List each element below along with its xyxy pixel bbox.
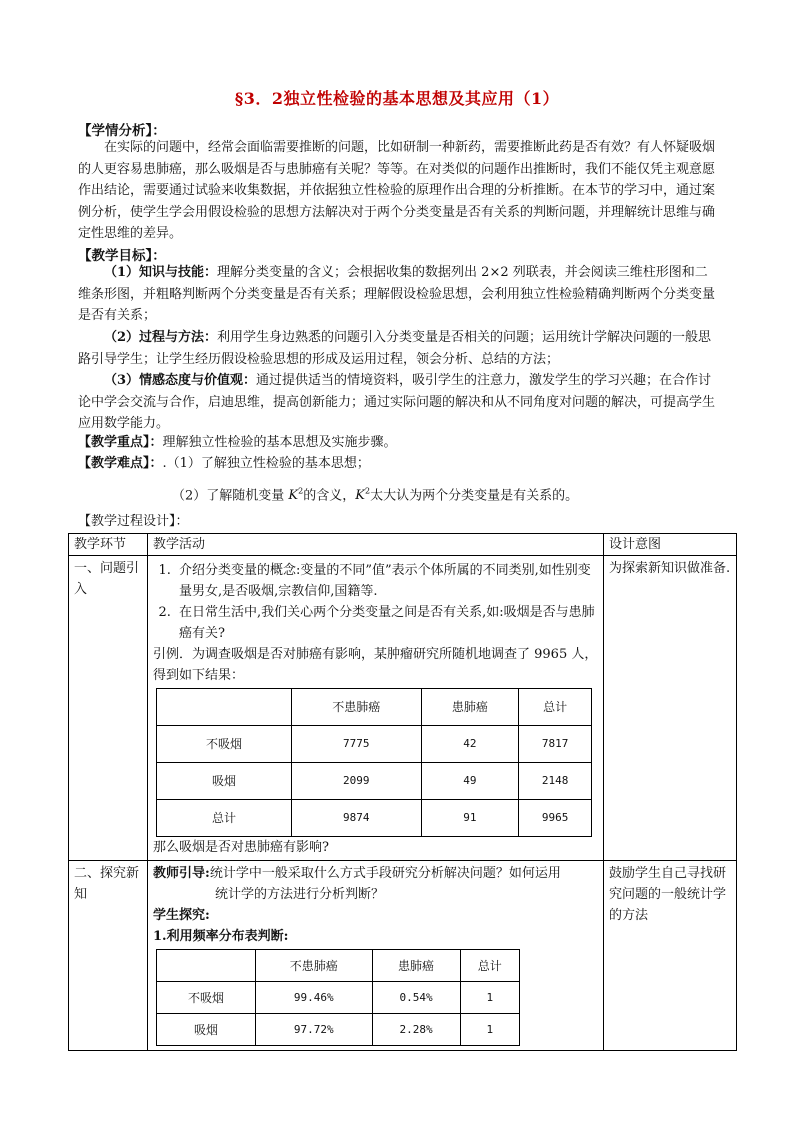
page-title: §3．2独立性检验的基本思想及其应用（1） <box>234 89 560 108</box>
table-cell: 49 <box>421 763 519 800</box>
activity-1-list <box>153 560 598 644</box>
k-squared-2 <box>355 488 370 503</box>
key-point-label: 【教学重点】： <box>78 435 163 450</box>
table-cell: 2099 <box>292 763 422 800</box>
difficulty-text-1: .（1）了解独立性检验的基本思想； <box>162 456 370 471</box>
table-cell: 1 <box>460 1014 519 1046</box>
objective-process-text: 利用学生身边熟悉的问题引入分类变量是否相关的问题；运用统计学解决问题的一般思路引导学生；让学生经历假设检验思想的形成及运用过程，领会分析、总结的方法； <box>78 330 712 367</box>
table-cell: 总计 <box>157 800 292 837</box>
table-cell: 2.28% <box>372 1014 460 1046</box>
table-cell <box>157 950 256 982</box>
learning-analysis-text: 在实际的问题中，经常会面临需要推断的问题，比如研制一种新药，需要推断此药是否有效？有人怀疑吸烟的人更容易患肺癌，那么吸烟是否与患肺癌有关呢？等等。在对类似的问题作出推断时，我们不能仅凭主观意愿作出结论，需要通过试验来收集数据，并依据独立性检验的原理作出合理的分析推断。在本节的学习中，通过案例分析，使学生学会用假设检验的思想方法解决对于两个分类变量是否有关系的判断问题，并理解统计思维与确定性思维的差异。 <box>78 140 716 242</box>
header-intent: 设计意图 <box>604 534 737 556</box>
objective-knowledge-text: 理解分类变量的含义；会根据收集的数据列出 2×2 列联表，并会阅读三维柱形图和二维条形图，并粗略判断两个分类变量是否有关系；理解假设检验思想，会利用独立性检验精确判断两个分类变量是否有关系； <box>78 265 716 324</box>
frequency-method-label: 1.利用频率分布表判断: <box>153 929 289 944</box>
teacher-guide <box>153 863 598 884</box>
table-cell: 不患肺癌 <box>292 689 422 726</box>
stage-2: 二、探究新知 <box>69 861 148 1051</box>
list-item: 1. 介绍分类变量的概念:变量的不同”值”表示个体所属的不同类别,如性别变量男女,是否吸烟,宗教信仰,国籍等. <box>175 560 598 602</box>
difficulty-text-2c: 太大认为两个分类变量是有关系的。 <box>370 488 579 504</box>
table-row <box>157 726 592 763</box>
table-cell: 0.54% <box>372 982 460 1014</box>
contingency-table <box>156 688 592 837</box>
table-row <box>157 800 592 837</box>
question-text: 那么吸烟是否对患肺癌有影响? <box>153 840 329 855</box>
objective-knowledge <box>78 262 718 327</box>
teacher-guide-text-1: 统计学中一般采取什么方式手段研究分析解决问题？如何运用 <box>209 866 561 881</box>
table-cell <box>157 689 292 726</box>
k-exponent: 2 <box>364 487 371 496</box>
difficulty-text-2a: （2）了解随机变量 <box>172 488 285 504</box>
k-exponent: 2 <box>298 487 304 496</box>
intent-2: 鼓励学生自己寻找研究问题的一般统计学的方法 <box>604 861 737 1051</box>
activity-2 <box>148 861 604 1051</box>
k-squared-1 <box>288 488 303 503</box>
table-cell: 吸烟 <box>157 1014 256 1046</box>
k-letter: K <box>288 488 299 504</box>
table-cell: 总计 <box>460 950 519 982</box>
table-row <box>157 1014 520 1046</box>
table-cell: 7775 <box>292 726 422 763</box>
objective-knowledge-label: （1）知识与技能： <box>104 265 218 280</box>
table-row <box>157 763 592 800</box>
k-letter: K <box>355 488 365 504</box>
table-cell: 99.46% <box>256 982 373 1014</box>
difficulty-label: 【教学难点】： <box>78 456 163 471</box>
process-heading: 【教学过程设计】： <box>78 514 189 529</box>
section-heading-objectives: 【教学目标】： <box>78 248 166 264</box>
table-cell: 不患肺癌 <box>256 950 373 982</box>
table-row <box>157 982 520 1014</box>
activity-1 <box>148 556 604 861</box>
student-explore-label: 学生探究: <box>153 908 210 923</box>
table-cell: 1 <box>460 982 519 1014</box>
table-cell: 7817 <box>519 726 592 763</box>
table-cell: 2148 <box>519 763 592 800</box>
table-cell: 吸烟 <box>157 763 292 800</box>
table-cell: 患肺癌 <box>421 689 519 726</box>
teaching-process-table <box>68 533 737 1051</box>
table-cell: 9874 <box>292 800 422 837</box>
objective-process <box>78 327 718 370</box>
example-text: 引例．为调查吸烟是否对肺癌有影响，某肿瘤研究所随机地调查了 9965 人，得到如下结果： <box>153 647 598 683</box>
table-cell: 91 <box>421 800 519 837</box>
intent-1: 为探索新知识做准备. <box>604 556 737 861</box>
difficulty-line1 <box>78 453 718 475</box>
table-cell: 97.72% <box>256 1014 373 1046</box>
table-cell: 不吸烟 <box>157 726 292 763</box>
table-cell: 不吸烟 <box>157 982 256 1014</box>
section-heading-learning-analysis: 【学情分析】： <box>78 123 166 139</box>
header-stage: 教学环节 <box>69 534 148 556</box>
objective-attitude <box>78 370 718 435</box>
key-point <box>78 432 718 454</box>
table-cell: 9965 <box>519 800 592 837</box>
frequency-table <box>156 949 520 1046</box>
table-cell: 42 <box>421 726 519 763</box>
teacher-guide-text-2: 统计学的方法进行分析判断？ <box>215 887 385 902</box>
teacher-guide-label: 教师引导: <box>153 866 210 881</box>
objective-process-label: （2）过程与方法： <box>104 330 218 345</box>
difficulty-line2 <box>172 481 732 507</box>
objective-attitude-label: （3）情感态度与价值观： <box>104 373 257 388</box>
list-item: 2. 在日常生活中,我们关心两个分类变量之间是否有关系,如:吸烟是否与患肺癌有关? <box>175 602 598 644</box>
header-activity: 教学活动 <box>148 534 604 556</box>
table-cell: 总计 <box>519 689 592 726</box>
table-cell: 患肺癌 <box>372 950 460 982</box>
objective-attitude-text: 通过提供适当的情境资料，吸引学生的注意力，激发学生的学习兴趣；在合作讨论中学会交流与合作，启迪思维，提高创新能力；通过实际问题的解决和从不同角度对问题的解决，可提高学生应用数学能力。 <box>78 373 716 432</box>
difficulty-text-2b: 的含义， <box>303 488 356 504</box>
stage-1: 一、问题引入 <box>69 556 148 861</box>
key-point-text: 理解独立性检验的基本思想及实施步骤。 <box>162 435 397 450</box>
